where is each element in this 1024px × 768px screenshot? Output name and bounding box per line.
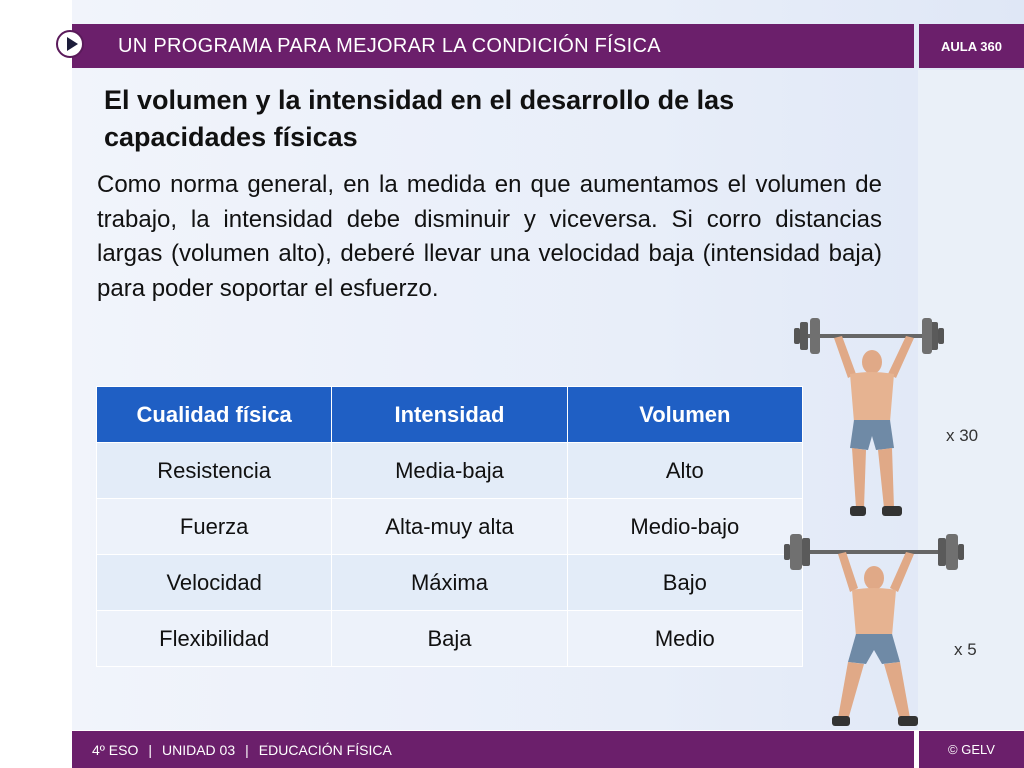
body-text: Como norma general, en la medida en que aumentamos el volumen de trabajo, la intensidad debe disminuir y viceversa. Si corro distancias largas (volumen alto), deberé llevar una velocidad baja (intensidad baja) para poder soportar el esfuerzo.: [97, 171, 882, 302]
table-cell: Alto: [567, 443, 802, 499]
table-cell: Velocidad: [97, 555, 332, 611]
table-cell: Fuerza: [97, 499, 332, 555]
reps-label-bottom: x 5: [954, 640, 977, 659]
footer-separator: |: [245, 741, 249, 758]
footer-separator: |: [148, 741, 152, 758]
brand-label: AULA 360: [919, 24, 1024, 68]
header-title: UN PROGRAMA PARA MEJORAR LA CONDICIÓN FÍSICA: [118, 35, 661, 57]
header-volumen: Volumen: [567, 387, 802, 443]
footer-unit: UNIDAD 03: [162, 741, 236, 758]
header-cualidad: Cualidad física: [97, 387, 332, 443]
table-cell: Bajo: [567, 555, 802, 611]
table-cell: Flexibilidad: [97, 611, 332, 667]
table-row: [97, 611, 803, 667]
table-header-row: [97, 387, 803, 443]
table-cell: Media-baja: [332, 443, 567, 499]
header-intensidad: Intensidad: [332, 387, 567, 443]
table-row: [97, 555, 803, 611]
table-cell: Medio-bajo: [567, 499, 802, 555]
left-margin: [0, 0, 72, 768]
table-cell: Máxima: [332, 555, 567, 611]
footer-bar: [72, 731, 914, 768]
table-cell: Resistencia: [97, 443, 332, 499]
play-icon[interactable]: [56, 30, 84, 58]
footer-course: 4º ESO: [92, 741, 139, 758]
copyright-label: © GELV: [919, 731, 1024, 768]
weightlifter-bottom-illustration: [778, 532, 972, 732]
slide-title: El volumen y la intensidad en el desarrollo de las capacidades físicas: [104, 85, 735, 152]
table-cell: Medio: [567, 611, 802, 667]
footer-subject: EDUCACIÓN FÍSICA: [258, 741, 392, 758]
table-row: [97, 443, 803, 499]
table-cell: Alta-muy alta: [332, 499, 567, 555]
capacities-table: [96, 386, 803, 667]
table-cell: Baja: [332, 611, 567, 667]
weightlifter-top-illustration: [778, 312, 968, 526]
reps-label-top: x 30: [946, 426, 979, 445]
table-row: [97, 499, 803, 555]
